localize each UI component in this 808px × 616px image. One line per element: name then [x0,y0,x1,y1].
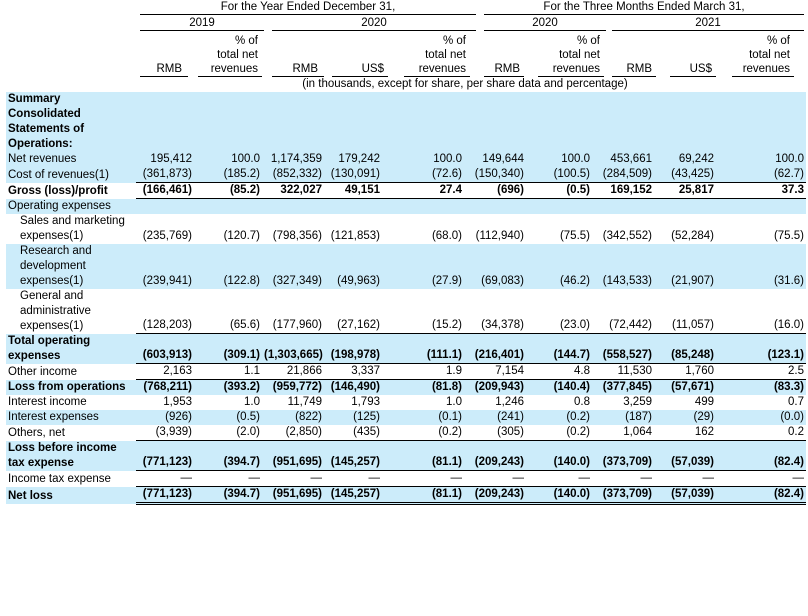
cell-value: (852,332) [262,167,324,183]
cell-value: 100.0 [194,152,262,167]
cell-value: (130,091) [324,167,382,183]
cell-value: (951,695) [262,441,324,471]
cell-value [716,199,806,214]
units-note: (in thousands, except for share, per share data and percentage) [302,78,628,90]
cell-value: (27,162) [324,289,382,334]
cell-value: — [716,471,806,487]
quarter-2020-label: 2020 [532,17,558,29]
cell-value [382,199,464,214]
cell-value: (85,248) [654,334,716,364]
cell-value [526,199,592,214]
col-header-rmb-q2021: RMB [626,63,652,75]
cell-value: 1.0 [446,396,462,408]
cell-value: (72.6) [382,167,464,183]
col-header-pct-2020: % of total net revenues [418,35,466,75]
col-header-usd-q2021: US$ [689,63,712,75]
year-2020-label: 2020 [361,17,387,29]
cell-value: (959,772) [262,380,324,396]
cell-value: (0.2) [382,425,464,441]
cell-value: (309.1) [194,334,262,364]
cell-value: (23.0) [526,289,592,334]
cell-value: 37.3 [716,183,806,199]
cell-value [464,92,526,152]
cell-value: (29) [654,410,716,425]
cell-value: (49,963) [324,244,382,289]
cell-value: 149,644 [464,152,526,167]
table-row [6,183,806,199]
table-row [6,199,806,214]
cell-value: (393.2) [194,380,262,396]
cell-value: (121,853) [330,229,380,242]
cell-value: (0.2) [526,410,592,425]
cell-value: (21,907) [654,244,716,289]
cell-value: (241) [464,410,526,425]
row-label: Sales and marketing expenses(1) [20,214,125,242]
cell-value: (209,243) [464,441,526,471]
cell-value: — [324,471,382,487]
cell-value: (128,203) [136,289,194,334]
cell-value: (558,527) [592,334,654,364]
cell-value: (166,461) [136,183,194,199]
cell-value: (209,943) [464,380,526,396]
cell-value: (951,695) [262,487,324,504]
cell-value: (373,709) [592,487,654,504]
cell-value: 2,163 [136,364,194,380]
col-header-pct-q2021: % of total net revenues [742,35,790,75]
cell-value: (1,303,665) [262,334,324,364]
cell-value [136,199,194,214]
cell-value: (81.1) [382,487,464,504]
cell-value: 1,174,359 [262,152,324,167]
row-label: Research and development expenses(1) [6,244,136,289]
cell-value: (120.7) [223,229,260,242]
cell-value: (75.5) [773,229,804,242]
cell-value: (926) [136,410,194,425]
cell-value: 7,154 [464,364,526,380]
table-row [6,364,806,380]
cell-value: (68.0) [431,229,462,242]
cell-value: 27.4 [382,183,464,199]
cell-value: 11,530 [592,364,654,380]
col-header-usd-2020: US$ [361,63,384,75]
cell-value: (83.3) [716,380,806,396]
quarter-2020-rule [484,30,606,31]
cell-value: (46.2) [526,244,592,289]
row-label: Gross (loss)/profit [8,184,108,197]
cell-value [592,199,654,214]
quarter-2021-label: 2021 [695,17,721,29]
cell-value: (65.6) [194,289,262,334]
cell-value: — [464,471,526,487]
row-label: Interest expenses [6,410,136,425]
row-label: Net revenues [6,152,136,167]
cell-value: (198,978) [324,334,382,364]
cell-value: (209,243) [464,487,526,504]
col-header-rmb-2019: RMB [156,63,182,75]
cell-value: (0.2) [526,425,592,441]
cell-value: (822) [262,410,324,425]
rule-pct-2019 [198,76,262,77]
row-label: Summary Consolidated Statements of Operations: [6,92,136,152]
cell-value: 11,749 [287,396,322,408]
cell-value: (69,083) [464,244,526,289]
cell-value [136,92,194,152]
table-row [6,410,806,425]
cell-value: (239,941) [136,244,194,289]
cell-value: — [382,471,464,487]
cell-value: (216,401) [464,334,526,364]
year-group-rule [140,14,476,15]
row-label: Other income [8,365,78,378]
cell-value: 0.7 [788,396,804,408]
cell-value [324,92,382,152]
table-row [6,395,806,410]
cell-value [194,199,262,214]
cell-value: 49,151 [324,183,382,199]
cell-value: (123.1) [716,334,806,364]
row-label: Income tax expense [8,472,111,485]
cell-value: (327,349) [262,244,324,289]
col-header-rmb-q2020: RMB [494,63,520,75]
cell-value: (361,873) [136,167,194,183]
quarter-group-heading: For the Three Months Ended March 31, [543,1,745,13]
row-label: Loss before income tax expense [6,441,136,471]
table-row [6,425,806,441]
cell-value: 1,953 [163,396,192,408]
cell-value: 1,793 [351,396,380,408]
cell-value: (146,490) [324,380,382,396]
quarter-2021-rule [612,30,804,31]
row-label: General and administrative expenses(1) [20,289,91,332]
cell-value: (373,709) [592,441,654,471]
cell-value: — [654,471,716,487]
cell-value: (144.7) [526,334,592,364]
cell-value: (140.0) [526,487,592,504]
cell-value: 195,412 [136,152,194,167]
cell-value: 0.2 [716,425,806,441]
table-row [6,487,806,504]
cell-value: (122.8) [194,244,262,289]
cell-value: (82.4) [716,441,806,471]
cell-value: 69,242 [654,152,716,167]
cell-value: (85.2) [194,183,262,199]
cell-value: 322,027 [262,183,324,199]
rule-rmb-2019 [140,76,188,77]
table-row [6,167,806,183]
cell-value: (125) [324,410,382,425]
cell-value: (771,123) [136,441,194,471]
cell-value: (81.8) [382,380,464,396]
cell-value: (798,356) [272,229,322,242]
cell-value: (284,509) [592,167,654,183]
cell-value: 100.0 [382,152,464,167]
col-header-pct-2019: % of total net revenues [210,35,258,75]
row-label: Operating expenses [6,199,136,214]
year-2020-rule [272,30,476,31]
cell-value [592,92,654,152]
cell-value: (143,533) [592,244,654,289]
table-row [6,289,806,334]
cell-value: (305) [464,425,526,441]
cell-value: 0.8 [574,396,590,408]
cell-value: (82.4) [716,487,806,504]
col-header-rmb-2020: RMB [292,63,318,75]
cell-value [654,92,716,152]
cell-value: (768,211) [136,380,194,396]
cell-value: — [526,471,592,487]
cell-value: — [592,471,654,487]
cell-value: (0.5) [526,183,592,199]
cell-value: 3,259 [623,396,652,408]
cell-value: (2,850) [262,425,324,441]
cell-value: (112,940) [475,229,524,242]
cell-value: 1.1 [194,364,262,380]
cell-value: — [262,471,324,487]
operations-table [6,92,806,505]
cell-value: (435) [324,425,382,441]
cell-value: (111.1) [382,334,464,364]
cell-value: (75.5) [559,229,590,242]
cell-value: 453,661 [592,152,654,167]
cell-value: (377,845) [592,380,654,396]
cell-value: — [136,471,194,487]
cell-value: (394.7) [194,441,262,471]
row-label: Cost of revenues(1) [6,167,136,183]
cell-value: 162 [654,425,716,441]
cell-value [262,92,324,152]
cell-value: 4.8 [526,364,592,380]
cell-value: 179,242 [324,152,382,167]
cell-value: (140.0) [526,441,592,471]
cell-value: (81.1) [382,441,464,471]
cell-value: (57,671) [654,380,716,396]
cell-value: 100.0 [526,152,592,167]
cell-value: (140.4) [526,380,592,396]
cell-value: (394.7) [194,487,262,504]
rule-usd-q2021 [670,76,716,77]
col-header-pct-q2020: % of total net revenues [552,35,600,75]
row-label: Interest income [8,396,87,408]
rule-pct-q2021 [732,76,794,77]
cell-value: (16.0) [716,289,806,334]
cell-value: (235,769) [142,229,192,242]
cell-value: 25,817 [654,183,716,199]
table-row [6,244,806,289]
cell-value: 2.5 [716,364,806,380]
cell-value: (187) [592,410,654,425]
cell-value [382,92,464,152]
cell-value: (2.0) [194,425,262,441]
cell-value: 1,760 [654,364,716,380]
cell-value: (52,284) [671,229,714,242]
row-label: Total operating expenses [6,334,136,364]
cell-value: 100.0 [716,152,806,167]
cell-value: (603,913) [136,334,194,364]
column-header-area [0,0,808,92]
row-label: Others, net [8,426,65,439]
cell-value: (27.9) [382,244,464,289]
cell-value [324,199,382,214]
cell-value: 1.0 [244,396,260,408]
cell-value: (72,442) [592,289,654,334]
year-group-heading: For the Year Ended December 31, [220,1,396,13]
cell-value: 1.9 [382,364,464,380]
cell-value: (0.5) [194,410,262,425]
cell-value: (57,039) [654,487,716,504]
cell-value: (11,057) [654,289,716,334]
table-row [6,441,806,471]
cell-value: 499 [694,396,714,408]
year-2019-rule [140,30,264,31]
cell-value [194,92,262,152]
table-row [6,152,806,167]
cell-value: — [194,471,262,487]
cell-value: (696) [464,183,526,199]
cell-value: (57,039) [654,441,716,471]
cell-value: 1,064 [592,425,654,441]
cell-value: 1,246 [495,396,524,408]
cell-value: (342,552) [602,229,652,242]
cell-value: (34,378) [464,289,526,334]
cell-value [654,199,716,214]
cell-value: (62.7) [716,167,806,183]
cell-value [262,199,324,214]
row-label: Net loss [6,487,136,504]
cell-value: (3,939) [136,425,194,441]
cell-value [716,92,806,152]
table-row [6,471,806,487]
cell-value: (31.6) [716,244,806,289]
row-label: Loss from operations [6,380,136,396]
table-row [6,92,806,152]
table-row [6,380,806,396]
cell-value: 169,152 [592,183,654,199]
cell-value: (0.0) [716,410,806,425]
year-2019-label: 2019 [189,17,215,29]
cell-value [464,199,526,214]
cell-value: (150,340) [464,167,526,183]
cell-value: (177,960) [262,289,324,334]
cell-value: (771,123) [136,487,194,504]
cell-value: (100.5) [526,167,592,183]
table-row [6,214,806,244]
cell-value: (145,257) [324,487,382,504]
cell-value: (185.2) [194,167,262,183]
cell-value: (15.2) [382,289,464,334]
cell-value [526,92,592,152]
quarter-group-rule [484,14,804,15]
cell-value: 3,337 [324,364,382,380]
cell-value: (43,425) [654,167,716,183]
table-row [6,334,806,364]
cell-value: 21,866 [262,364,324,380]
cell-value: (0.1) [382,410,464,425]
cell-value: (145,257) [324,441,382,471]
